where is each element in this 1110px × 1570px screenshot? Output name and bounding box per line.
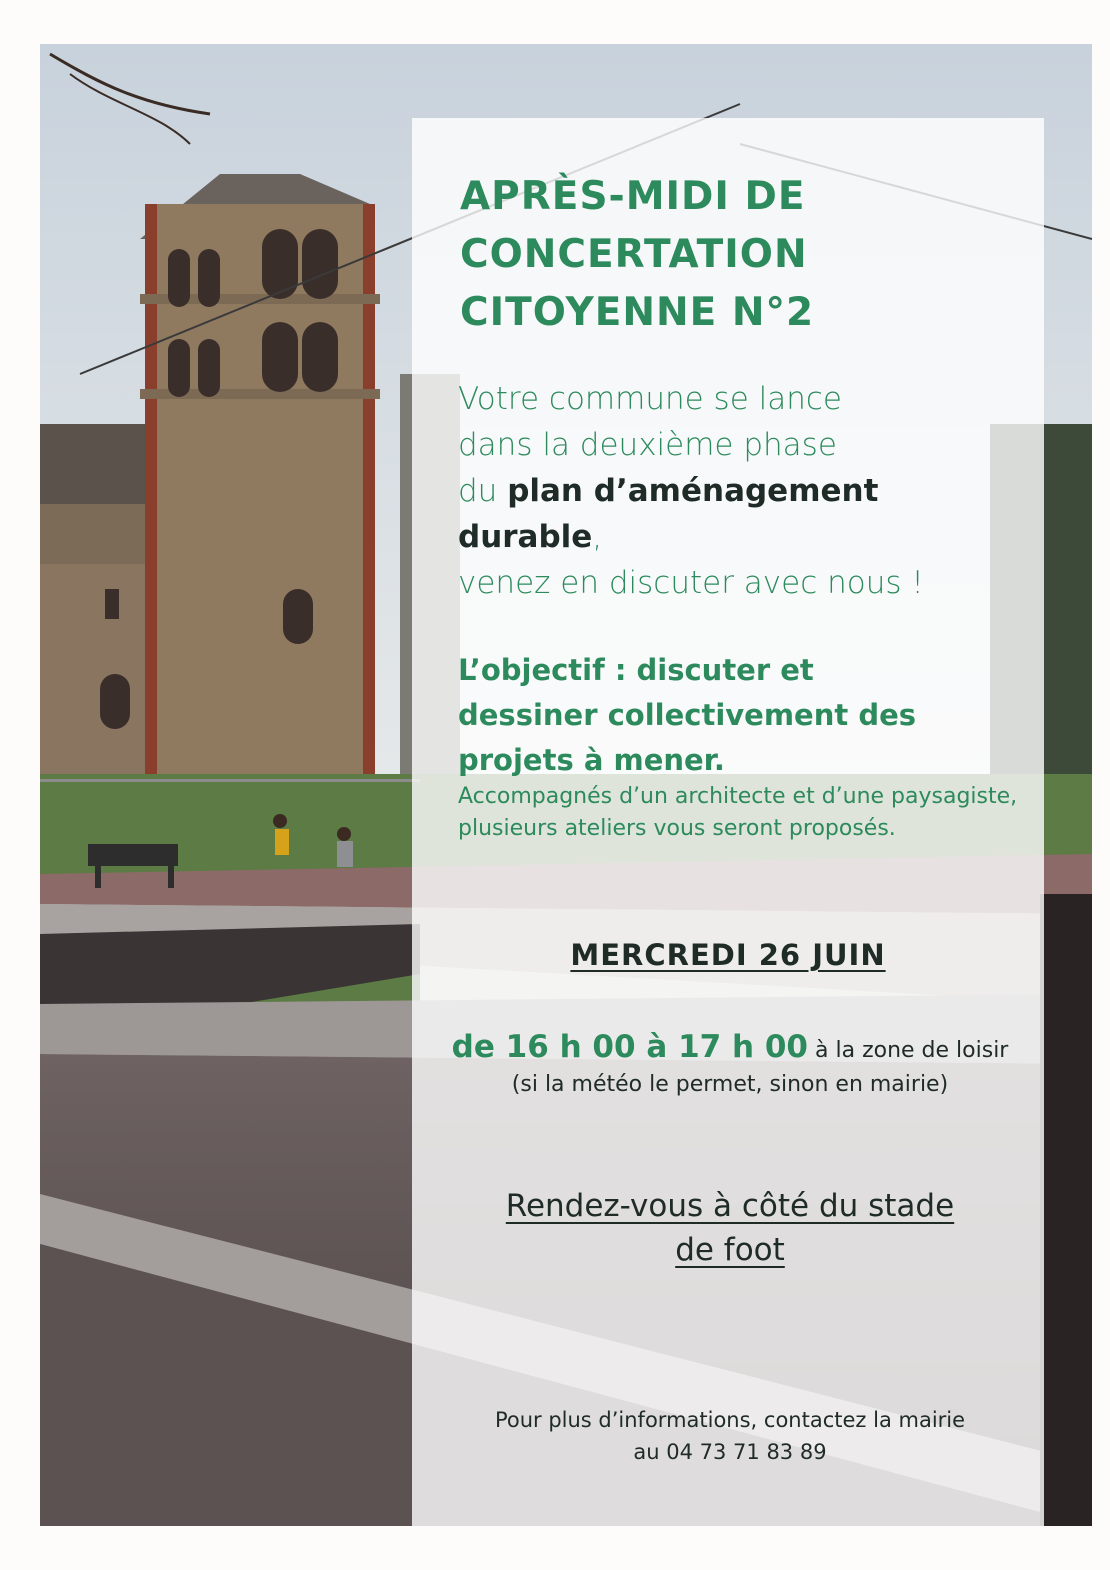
- objectif-line: projets à mener.: [458, 743, 725, 777]
- intro-highlight: plan d’aménagement: [507, 473, 879, 509]
- accompaniment-text: Accompagnés d’un architecte et d’une paysagiste, plusieurs ateliers vous seront proposés.: [458, 784, 1018, 841]
- objectif-line: L’objectif : discuter et: [458, 653, 814, 687]
- title-line: CONCERTATION: [460, 232, 808, 277]
- objectif-line: dessiner collectivement des: [458, 698, 917, 732]
- meeting-point: [430, 1184, 1030, 1272]
- poster-title: [460, 168, 1020, 342]
- intro-highlight: durable: [458, 519, 593, 555]
- event-hours: de 16 h 00 à 17 h 00: [451, 1029, 809, 1065]
- event-date-text: MERCREDI 26 JUIN: [570, 938, 886, 972]
- intro-text: du: [458, 473, 508, 509]
- meeting-point-line: de foot: [675, 1232, 785, 1268]
- intro-line: venez en discuter avec nous !: [458, 565, 924, 601]
- contact-phone: au 04 73 71 83 89: [633, 1440, 827, 1464]
- intro-text: ,: [592, 519, 603, 555]
- title-line: APRÈS-MIDI DE: [460, 174, 806, 219]
- objectif-statement: [458, 648, 1028, 783]
- meeting-point-line: Rendez-vous à côté du stade: [505, 1188, 955, 1224]
- event-time-place: [440, 1030, 1020, 1102]
- intro-line: [458, 468, 1038, 514]
- event-date: [412, 938, 1044, 972]
- intro-line: dans la deuxième phase: [458, 427, 837, 463]
- event-place: à la zone de loisir (si la météo le permet, sinon en mairie): [511, 1038, 1009, 1097]
- intro-line: Votre commune se lance: [458, 381, 842, 417]
- intro-paragraph: [458, 376, 1038, 606]
- intro-line: [458, 514, 1038, 560]
- contact-line: Pour plus d’informations, contactez la mairie: [494, 1408, 966, 1432]
- contact-info: [430, 1404, 1030, 1468]
- title-line: CITOYENNE N°2: [460, 290, 815, 335]
